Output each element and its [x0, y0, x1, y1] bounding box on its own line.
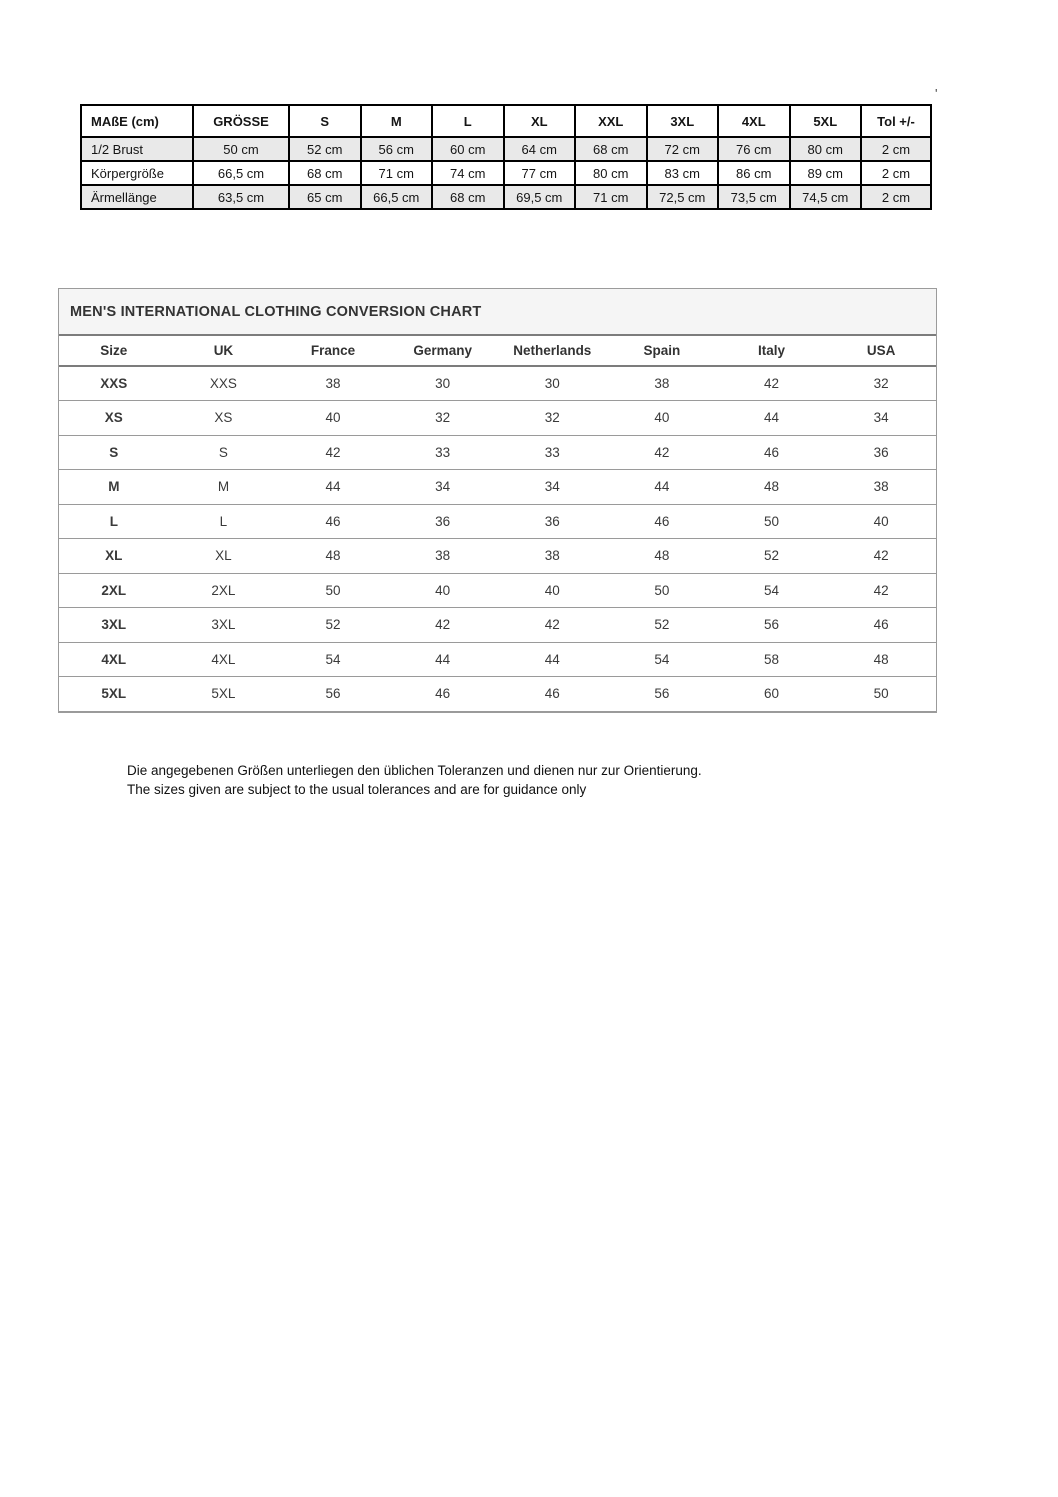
conversion-cell: 42	[607, 435, 717, 470]
conversion-cell: XL	[169, 539, 279, 574]
conversion-cell: 48	[607, 539, 717, 574]
measurement-col-header: XXL	[575, 105, 647, 137]
conversion-cell: 52	[607, 608, 717, 643]
conversion-cell: 32	[498, 401, 608, 436]
stray-tick-mark: '	[935, 86, 938, 101]
measurement-cell: 80 cm	[575, 161, 647, 185]
measurement-row-label: Körpergröße	[81, 161, 193, 185]
conversion-row	[59, 539, 936, 574]
measurement-row	[81, 161, 931, 185]
conversion-cell: 36	[498, 504, 608, 539]
conversion-cell: 58	[717, 642, 827, 677]
measurement-cell: 73,5 cm	[718, 185, 790, 209]
conversion-cell: 42	[498, 608, 608, 643]
footnote	[127, 761, 702, 799]
measurement-cell: 68 cm	[432, 185, 504, 209]
conversion-col-header: France	[278, 335, 388, 366]
conversion-cell: 4XL	[169, 642, 279, 677]
measurement-cell: 83 cm	[647, 161, 719, 185]
conversion-cell: 60	[717, 677, 827, 712]
conversion-cell: 54	[607, 642, 717, 677]
conversion-cell: 52	[278, 608, 388, 643]
conversion-size-cell: 3XL	[59, 608, 169, 643]
conversion-col-header: Germany	[388, 335, 498, 366]
footnote-english: The sizes given are subject to the usual tolerances and are for guidance only	[127, 782, 587, 797]
measurement-cell: 60 cm	[432, 137, 504, 161]
conversion-row	[59, 573, 936, 608]
conversion-row	[59, 366, 936, 401]
conversion-size-cell: XL	[59, 539, 169, 574]
measurement-col-header: L	[432, 105, 504, 137]
conversion-cell: 54	[717, 573, 827, 608]
conversion-cell: 50	[826, 677, 936, 712]
conversion-cell: 42	[826, 573, 936, 608]
conversion-size-cell: 4XL	[59, 642, 169, 677]
conversion-row	[59, 401, 936, 436]
measurement-col-header: GRÖSSE	[193, 105, 289, 137]
measurement-col-header: 3XL	[647, 105, 719, 137]
measurement-cell: 65 cm	[289, 185, 361, 209]
conversion-cell: 38	[498, 539, 608, 574]
measurement-cell: 56 cm	[361, 137, 433, 161]
measurement-row-label: Ärmellänge	[81, 185, 193, 209]
conversion-cell: 40	[278, 401, 388, 436]
conversion-cell: 44	[388, 642, 498, 677]
measurement-cell: 66,5 cm	[361, 185, 433, 209]
conversion-cell: 50	[278, 573, 388, 608]
conversion-row	[59, 642, 936, 677]
conversion-cell: 48	[717, 470, 827, 505]
conversion-cell: 42	[388, 608, 498, 643]
conversion-cell: 30	[388, 366, 498, 401]
conversion-cell: 38	[388, 539, 498, 574]
conversion-cell: 48	[278, 539, 388, 574]
measurement-col-header: 4XL	[718, 105, 790, 137]
conversion-row	[59, 470, 936, 505]
conversion-cell: 33	[498, 435, 608, 470]
measurement-table	[80, 104, 932, 210]
measurement-cell: 68 cm	[289, 161, 361, 185]
conversion-cell: 48	[826, 642, 936, 677]
measurement-cell: 68 cm	[575, 137, 647, 161]
conversion-cell: 52	[717, 539, 827, 574]
conversion-cell: 42	[826, 539, 936, 574]
conversion-size-cell: XS	[59, 401, 169, 436]
conversion-cell: M	[169, 470, 279, 505]
conversion-col-header: Netherlands	[498, 335, 608, 366]
conversion-cell: XXS	[169, 366, 279, 401]
conversion-cell: 56	[607, 677, 717, 712]
conversion-cell: 42	[717, 366, 827, 401]
conversion-cell: 40	[826, 504, 936, 539]
conversion-size-cell: S	[59, 435, 169, 470]
conversion-cell: 5XL	[169, 677, 279, 712]
conversion-cell: 34	[826, 401, 936, 436]
conversion-cell: 30	[498, 366, 608, 401]
measurement-cell: 2 cm	[861, 185, 931, 209]
conversion-cell: 46	[717, 435, 827, 470]
conversion-header-row	[59, 335, 936, 366]
measurement-cell: 76 cm	[718, 137, 790, 161]
conversion-cell: 46	[826, 608, 936, 643]
conversion-row	[59, 435, 936, 470]
conversion-col-header: UK	[169, 335, 279, 366]
conversion-cell: 32	[826, 366, 936, 401]
conversion-cell: 56	[717, 608, 827, 643]
conversion-cell: 46	[388, 677, 498, 712]
conversion-chart	[58, 288, 937, 713]
measurement-cell: 72,5 cm	[647, 185, 719, 209]
measurement-cell: 71 cm	[361, 161, 433, 185]
measurement-row	[81, 185, 931, 209]
conversion-col-header: Size	[59, 335, 169, 366]
conversion-cell: 44	[278, 470, 388, 505]
conversion-cell: 56	[278, 677, 388, 712]
measurement-cell: 89 cm	[790, 161, 862, 185]
conversion-size-cell: 2XL	[59, 573, 169, 608]
measurement-col-header: XL	[504, 105, 576, 137]
conversion-cell: 38	[278, 366, 388, 401]
measurement-cell: 50 cm	[193, 137, 289, 161]
footnote-german: Die angegebenen Größen unterliegen den üblichen Toleranzen und dienen nur zur Orientierung.	[127, 763, 702, 778]
conversion-size-cell: M	[59, 470, 169, 505]
conversion-chart-title: MEN'S INTERNATIONAL CLOTHING CONVERSION CHART	[59, 289, 936, 334]
conversion-cell: 44	[717, 401, 827, 436]
conversion-cell: 46	[498, 677, 608, 712]
measurement-col-header: 5XL	[790, 105, 862, 137]
measurement-cell: 80 cm	[790, 137, 862, 161]
conversion-col-header: USA	[826, 335, 936, 366]
conversion-cell: 3XL	[169, 608, 279, 643]
conversion-cell: 46	[607, 504, 717, 539]
conversion-cell: 44	[498, 642, 608, 677]
conversion-cell: 34	[388, 470, 498, 505]
conversion-cell: 50	[717, 504, 827, 539]
conversion-row	[59, 504, 936, 539]
conversion-cell: XS	[169, 401, 279, 436]
measurement-col-header: MAßE (cm)	[81, 105, 193, 137]
measurement-col-header: Tol +/-	[861, 105, 931, 137]
conversion-cell: 40	[388, 573, 498, 608]
conversion-cell: S	[169, 435, 279, 470]
conversion-cell: 32	[388, 401, 498, 436]
conversion-cell: 36	[388, 504, 498, 539]
measurement-col-header: M	[361, 105, 433, 137]
conversion-cell: 2XL	[169, 573, 279, 608]
conversion-cell: 42	[278, 435, 388, 470]
conversion-size-cell: L	[59, 504, 169, 539]
conversion-col-header: Italy	[717, 335, 827, 366]
conversion-cell: 40	[607, 401, 717, 436]
measurement-cell: 2 cm	[861, 137, 931, 161]
conversion-cell: 44	[607, 470, 717, 505]
measurement-cell: 2 cm	[861, 161, 931, 185]
conversion-size-cell: 5XL	[59, 677, 169, 712]
conversion-size-cell: XXS	[59, 366, 169, 401]
measurement-cell: 52 cm	[289, 137, 361, 161]
conversion-row	[59, 677, 936, 712]
measurement-row	[81, 137, 931, 161]
conversion-cell: L	[169, 504, 279, 539]
measurement-col-header: S	[289, 105, 361, 137]
measurement-cell: 63,5 cm	[193, 185, 289, 209]
measurement-body	[81, 137, 931, 209]
conversion-cell: 33	[388, 435, 498, 470]
measurement-cell: 72 cm	[647, 137, 719, 161]
measurement-cell: 64 cm	[504, 137, 576, 161]
conversion-cell: 50	[607, 573, 717, 608]
measurement-header-row	[81, 105, 931, 137]
measurement-cell: 74,5 cm	[790, 185, 862, 209]
measurement-cell: 86 cm	[718, 161, 790, 185]
measurement-cell: 74 cm	[432, 161, 504, 185]
measurement-cell: 71 cm	[575, 185, 647, 209]
conversion-cell: 40	[498, 573, 608, 608]
measurement-cell: 69,5 cm	[504, 185, 576, 209]
conversion-row	[59, 608, 936, 643]
conversion-body	[59, 366, 936, 711]
measurement-cell: 77 cm	[504, 161, 576, 185]
measurement-row-label: 1/2 Brust	[81, 137, 193, 161]
conversion-col-header: Spain	[607, 335, 717, 366]
measurement-cell: 66,5 cm	[193, 161, 289, 185]
conversion-table	[59, 334, 936, 712]
conversion-cell: 54	[278, 642, 388, 677]
conversion-cell: 38	[607, 366, 717, 401]
conversion-cell: 34	[498, 470, 608, 505]
conversion-cell: 46	[278, 504, 388, 539]
conversion-cell: 38	[826, 470, 936, 505]
conversion-cell: 36	[826, 435, 936, 470]
